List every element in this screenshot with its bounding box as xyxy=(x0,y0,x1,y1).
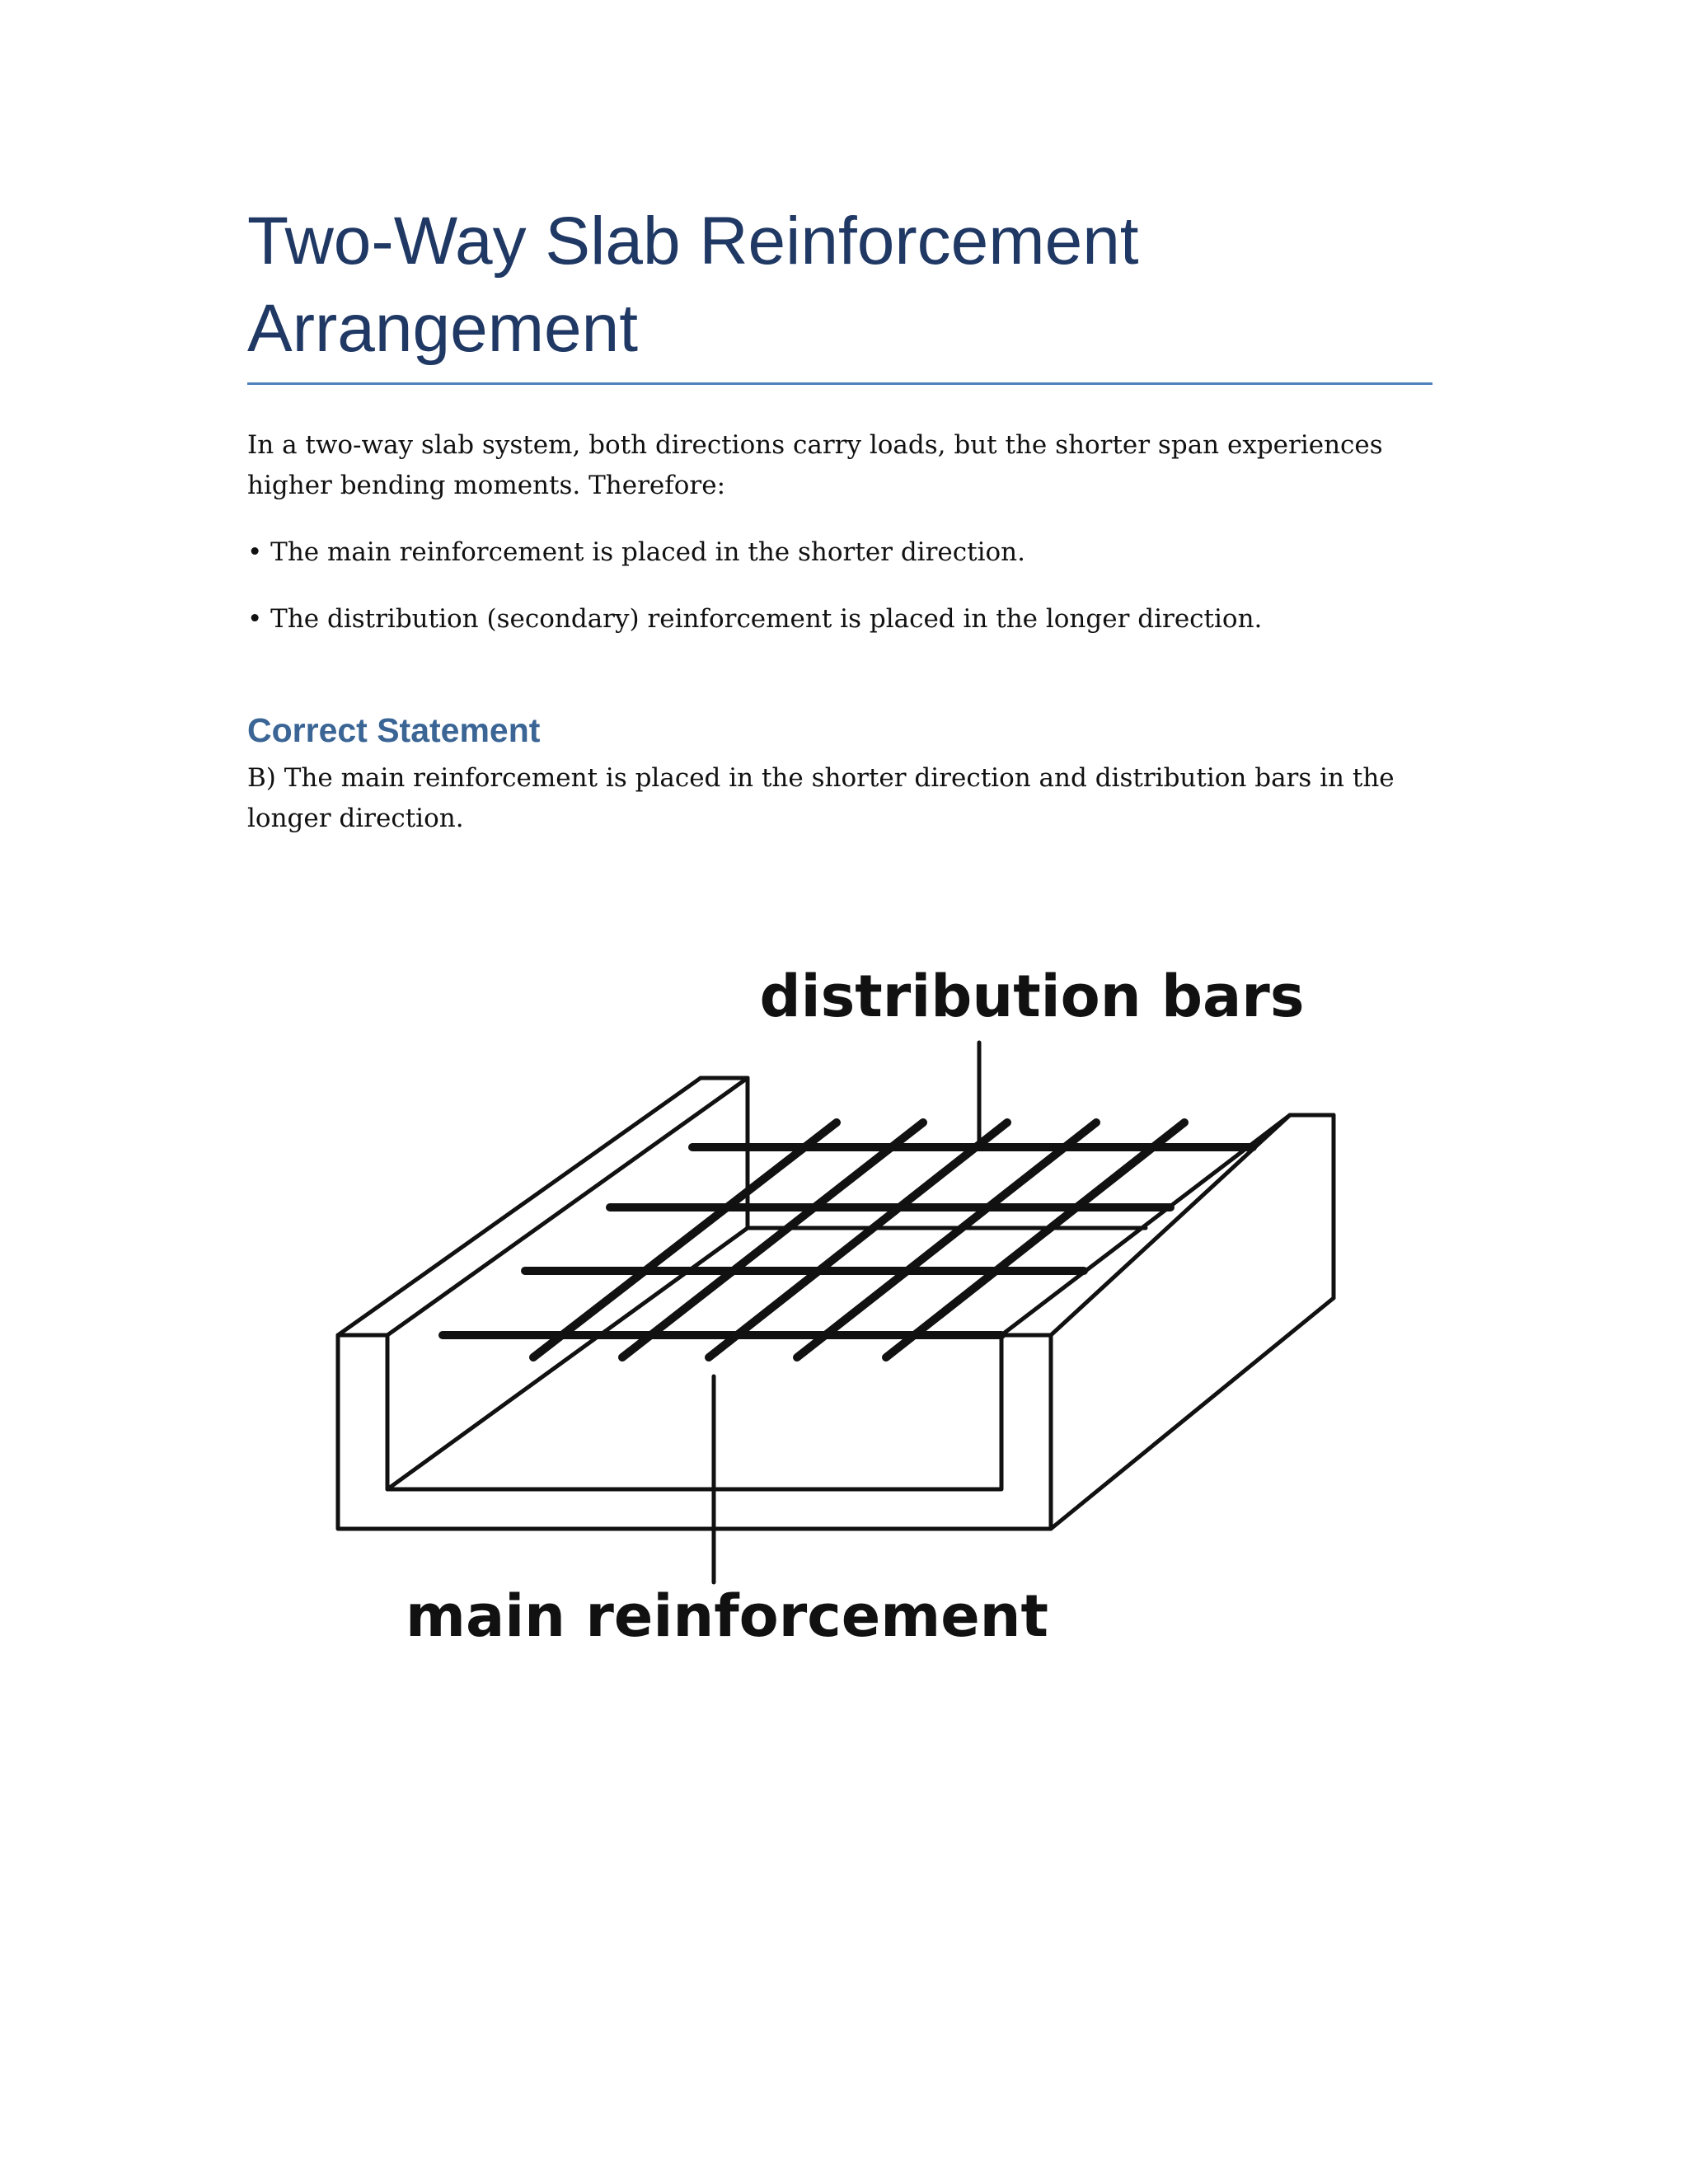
document-title: Two-Way Slab Reinforcement Arrangement xyxy=(247,204,1139,366)
slab-reinforcement-diagram xyxy=(313,948,1385,1673)
bullet-distribution-reinforcement: • The distribution (secondary) reinforcement is placed in the longer direction. xyxy=(247,604,1263,634)
title-underline xyxy=(247,382,1432,385)
intro-paragraph: In a two-way slab system, both directions carry loads, but the shorter span experiences higher bending moments. Therefore: xyxy=(247,430,1383,500)
correct-statement-heading: Correct Statement xyxy=(247,711,541,749)
main-reinforcement-bars xyxy=(533,1122,1184,1357)
distribution-bars-label: distribution bars xyxy=(759,963,1305,1030)
main-reinforcement-label: main reinforcement xyxy=(406,1582,1048,1650)
correct-statement-answer: B) The main reinforcement is placed in the shorter direction and distribution bars in the longer direction. xyxy=(247,763,1395,833)
bullet-main-reinforcement: • The main reinforcement is placed in the shorter direction. xyxy=(247,537,1025,567)
